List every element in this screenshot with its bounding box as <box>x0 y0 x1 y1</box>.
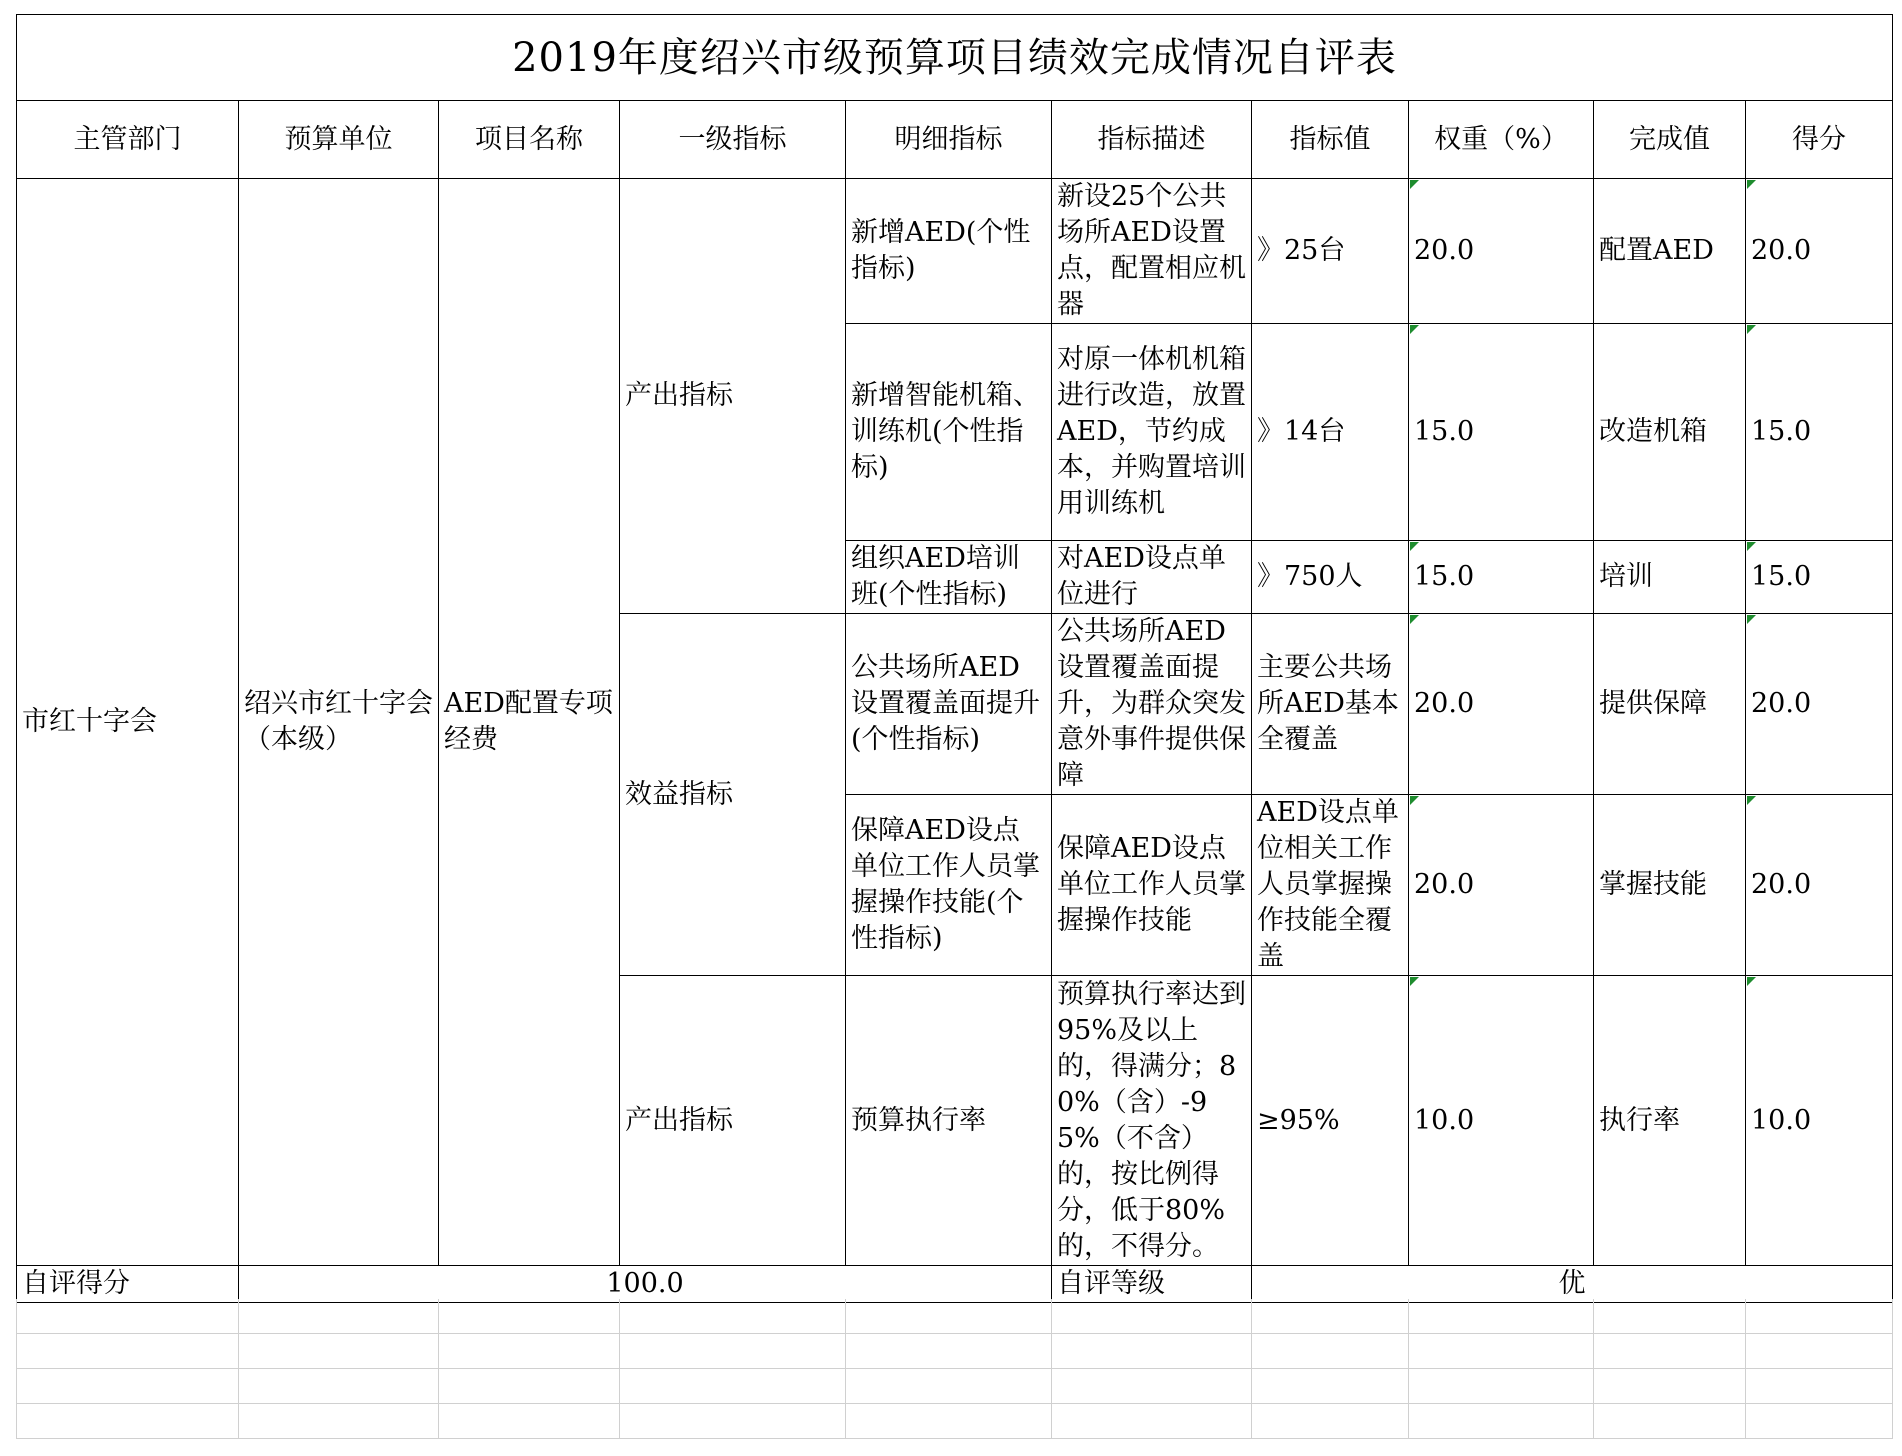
empty-grid-cell <box>1252 1299 1409 1334</box>
description-cell: 保障AED设点单位工作人员掌握操作技能 <box>1052 795 1252 976</box>
project-name-cell: AED配置专项经费 <box>439 179 620 1266</box>
empty-grid-cell <box>239 1369 439 1404</box>
empty-grid-cell <box>439 1369 620 1404</box>
empty-grid-cell <box>620 1334 846 1369</box>
empty-grid-row <box>17 1334 1893 1369</box>
table-title: 2019年度绍兴市级预算项目绩效完成情况自评表 <box>17 15 1893 101</box>
empty-grid-cell <box>439 1334 620 1369</box>
detail-indicator-cell: 保障AED设点单位工作人员掌握操作技能(个性指标) <box>846 795 1052 976</box>
empty-grid-cell <box>1594 1369 1746 1404</box>
empty-grid-cell <box>1409 1299 1594 1334</box>
empty-grid-cell <box>1252 1369 1409 1404</box>
empty-grid-cell <box>1746 1404 1893 1439</box>
score-cell: 15.0 <box>1746 324 1893 541</box>
header-cell-department: 主管部门 <box>17 101 239 179</box>
weight-cell: 10.0 <box>1409 976 1594 1266</box>
detail-indicator-cell: 组织AED培训班(个性指标) <box>846 541 1052 614</box>
budget-unit-cell: 绍兴市红十字会（本级） <box>239 179 439 1266</box>
target-value-cell: 》25台 <box>1252 179 1409 324</box>
empty-grid-cell <box>1252 1404 1409 1439</box>
target-value-cell: 》750人 <box>1252 541 1409 614</box>
empty-grid-cell <box>1052 1334 1252 1369</box>
empty-grid-cell <box>846 1334 1052 1369</box>
score-cell: 20.0 <box>1746 614 1893 795</box>
completion-cell: 掌握技能 <box>1594 795 1746 976</box>
target-value-cell: AED设点单位相关工作人员掌握操作技能全覆盖 <box>1252 795 1409 976</box>
empty-grid-cell <box>1409 1369 1594 1404</box>
empty-grid-cell <box>1052 1369 1252 1404</box>
empty-grid-cell <box>1409 1404 1594 1439</box>
empty-grid-cell <box>620 1299 846 1334</box>
score-cell: 20.0 <box>1746 179 1893 324</box>
header-cell-completion: 完成值 <box>1594 101 1746 179</box>
empty-grid-cell <box>1746 1369 1893 1404</box>
weight-cell: 15.0 <box>1409 541 1594 614</box>
score-cell: 15.0 <box>1746 541 1893 614</box>
weight-cell: 20.0 <box>1409 614 1594 795</box>
self-score-label: 自评得分 <box>17 1266 239 1303</box>
performance-table <box>16 14 1893 1303</box>
empty-grid-cell <box>1409 1334 1594 1369</box>
detail-indicator-cell: 预算执行率 <box>846 976 1052 1266</box>
level1-indicator-cell: 效益指标 <box>620 614 846 976</box>
empty-grid-cell <box>620 1369 846 1404</box>
empty-grid-cell <box>1052 1404 1252 1439</box>
self-grade-label: 自评等级 <box>1052 1266 1252 1303</box>
description-cell: 公共场所AED设置覆盖面提升，为群众突发意外事件提供保障 <box>1052 614 1252 795</box>
empty-grid-cell <box>1052 1299 1252 1334</box>
empty-grid-cell <box>17 1299 239 1334</box>
empty-grid-cell <box>1746 1334 1893 1369</box>
completion-cell: 配置AED <box>1594 179 1746 324</box>
target-value-cell: ≥95% <box>1252 976 1409 1266</box>
empty-grid-cell <box>17 1404 239 1439</box>
header-cell-detail-indicator: 明细指标 <box>846 101 1052 179</box>
empty-grid-cell <box>239 1404 439 1439</box>
description-cell: 对原一体机机箱进行改造，放置AED，节约成本，并购置培训用训练机 <box>1052 324 1252 541</box>
detail-indicator-cell: 公共场所AED设置覆盖面提升(个性指标) <box>846 614 1052 795</box>
empty-grid-row <box>17 1299 1893 1334</box>
header-cell-level1-indicator: 一级指标 <box>620 101 846 179</box>
completion-cell: 培训 <box>1594 541 1746 614</box>
empty-grid-cell <box>17 1334 239 1369</box>
empty-grid-cell <box>17 1369 239 1404</box>
level1-indicator-cell: 产出指标 <box>620 976 846 1266</box>
header-cell-budget-unit: 预算单位 <box>239 101 439 179</box>
empty-grid-cell <box>239 1334 439 1369</box>
empty-grid-cell <box>1594 1334 1746 1369</box>
empty-grid-row <box>17 1369 1893 1404</box>
description-cell: 对AED设点单位进行 <box>1052 541 1252 614</box>
weight-cell: 20.0 <box>1409 795 1594 976</box>
header-cell-project-name: 项目名称 <box>439 101 620 179</box>
table-row <box>17 179 1893 324</box>
empty-grid-cell <box>439 1299 620 1334</box>
department-cell: 市红十字会 <box>17 179 239 1266</box>
weight-cell: 15.0 <box>1409 324 1594 541</box>
empty-grid-cell <box>846 1299 1052 1334</box>
footer-row <box>17 1266 1893 1303</box>
empty-grid-cell <box>1252 1334 1409 1369</box>
self-grade-value: 优 <box>1252 1266 1893 1303</box>
empty-grid-cell <box>846 1369 1052 1404</box>
description-cell: 预算执行率达到95%及以上的，得满分；80%（含）-95%（不含）的，按比例得分，低于80%的，不得分。 <box>1052 976 1252 1266</box>
score-cell: 10.0 <box>1746 976 1893 1266</box>
header-cell-score: 得分 <box>1746 101 1893 179</box>
empty-grid-cell <box>1594 1299 1746 1334</box>
empty-grid-cell <box>1594 1404 1746 1439</box>
completion-cell: 执行率 <box>1594 976 1746 1266</box>
description-cell: 新设25个公共场所AED设置点，配置相应机器 <box>1052 179 1252 324</box>
target-value-cell: 》14台 <box>1252 324 1409 541</box>
header-cell-description: 指标描述 <box>1052 101 1252 179</box>
empty-grid-row <box>17 1404 1893 1439</box>
completion-cell: 提供保障 <box>1594 614 1746 795</box>
detail-indicator-cell: 新增智能机箱、训练机(个性指标) <box>846 324 1052 541</box>
header-cell-weight: 权重（%） <box>1409 101 1594 179</box>
detail-indicator-cell: 新增AED(个性指标) <box>846 179 1052 324</box>
completion-cell: 改造机箱 <box>1594 324 1746 541</box>
empty-grid-cell <box>1746 1299 1893 1334</box>
empty-grid-cell <box>239 1299 439 1334</box>
self-score-value: 100.0 <box>239 1266 1052 1303</box>
weight-cell: 20.0 <box>1409 179 1594 324</box>
empty-grid-cell <box>620 1404 846 1439</box>
empty-grid-cell <box>846 1404 1052 1439</box>
target-value-cell: 主要公共场所AED基本全覆盖 <box>1252 614 1409 795</box>
header-cell-target-value: 指标值 <box>1252 101 1409 179</box>
level1-indicator-cell: 产出指标 <box>620 179 846 614</box>
empty-grid-cell <box>439 1404 620 1439</box>
score-cell: 20.0 <box>1746 795 1893 976</box>
empty-grid <box>16 1299 1893 1439</box>
